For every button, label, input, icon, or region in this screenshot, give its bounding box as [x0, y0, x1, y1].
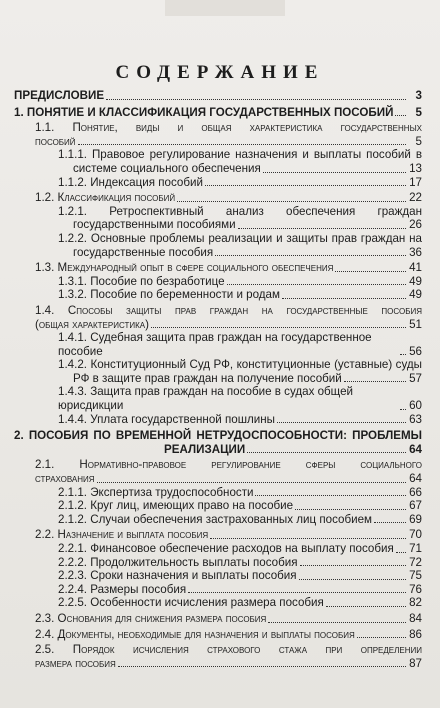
toc-entry-text: пособий [35, 134, 76, 148]
toc-entry [14, 261, 422, 275]
toc-leader-dots [78, 144, 406, 145]
toc-leader-dots [400, 354, 406, 355]
toc-entry [14, 232, 422, 259]
toc-page-number: 13 [409, 161, 422, 175]
toc-leader-dots [215, 255, 406, 256]
top-bleed-text [165, 0, 285, 16]
toc-entry [14, 191, 422, 205]
toc-leader-dots [396, 552, 406, 553]
toc-leader-dots [335, 271, 406, 272]
toc-entry [14, 89, 422, 103]
toc-leader-dots [255, 495, 406, 496]
toc-leader-dots [357, 637, 406, 638]
toc-page-number: 51 [409, 317, 422, 331]
toc-page-number: 17 [409, 175, 422, 189]
toc-entry-text: РФ в защите прав граждан на получение пособий [73, 371, 342, 385]
toc-leader-dots [188, 592, 406, 593]
toc-entry-text: 1.3.1. Пособие по безработице [58, 274, 225, 288]
toc-entry-text: 1.3.2. Пособие по беременности и родам [58, 288, 280, 302]
toc-leader-dots [299, 579, 406, 580]
toc-leader-dots [268, 622, 406, 623]
toc-entry-text: страхования [35, 472, 95, 486]
toc-page-number: 84 [409, 611, 422, 625]
toc-page-number: 66 [409, 485, 422, 499]
toc-page-number: 63 [409, 412, 422, 426]
toc-entry [14, 458, 422, 485]
toc-entry [14, 596, 422, 610]
toc-page-number: 64 [409, 472, 422, 486]
toc-entry-text: 1.1.2. Индексация пособий [58, 175, 203, 189]
toc-entry [14, 385, 422, 412]
toc-entry-text: 2.5. Порядок исчисления страхового стажа при определении [35, 643, 422, 657]
toc-entry [14, 528, 422, 542]
toc-entry [14, 275, 422, 289]
toc-entry-text: 2.1. Нормативно-правовое регулирование сферы социального [35, 458, 422, 472]
toc-entry [14, 499, 422, 513]
toc-entry [14, 513, 422, 527]
toc-entry [14, 148, 422, 175]
toc-entry-text: ПРЕДИСЛОВИЕ [14, 89, 105, 102]
toc-entry [14, 106, 422, 120]
toc-entry-text: 1.2. Классификация пособий [35, 191, 176, 205]
toc-entry-text: размера пособия [35, 656, 116, 670]
toc-leader-dots [177, 201, 406, 202]
toc-entry [14, 628, 422, 642]
toc-entry-text: 1.4.3. Защита прав граждан на пособие в судах общей юрисдикции [58, 385, 354, 413]
toc-page-number: 69 [409, 512, 422, 526]
toc-page-number: 49 [409, 274, 422, 288]
toc-entry [14, 429, 422, 456]
toc-entry-text: 1.1. Понятие, виды и общая характеристика государственных [35, 121, 422, 135]
toc-entry [14, 121, 422, 148]
toc-entry [14, 643, 422, 670]
toc-leader-dots [295, 509, 406, 510]
toc-page-number: 64 [409, 442, 422, 456]
toc-entry-text: государственными пособиями [73, 218, 236, 232]
toc-entry-text: 2.2.1. Финансовое обеспечение расходов на выплату пособия [58, 542, 394, 555]
toc-leader-dots [151, 327, 406, 328]
toc-leader-dots [263, 172, 406, 173]
toc-entry [14, 569, 422, 583]
toc-entry-text: 2.1.2. Круг лиц, имеющих право на пособие [58, 499, 294, 513]
toc-page-number: 72 [409, 555, 422, 569]
toc-page-number: 75 [409, 569, 422, 583]
toc-page-number: 67 [409, 499, 422, 513]
toc-page-number: 49 [409, 288, 422, 302]
toc-entry-text: 2.2.5. Особенности исчисления размера пособия [58, 596, 324, 610]
toc-entry-text: (общая характеристика) [35, 317, 149, 331]
toc-leader-dots [205, 185, 406, 186]
toc-entry-text: 2.1.1. Экспертиза трудоспособности [58, 485, 254, 499]
table-of-contents [14, 86, 422, 670]
toc-entry-text: 1.2.2. Основные проблемы реализации и защиты прав граждан на [58, 231, 422, 245]
toc-entry-text: 1.4.4. Уплата государственной пошлины [58, 412, 275, 426]
toc-page-number: 41 [409, 261, 422, 275]
toc-entry [14, 556, 422, 570]
toc-entry [14, 612, 422, 626]
toc-entry-text: 1.1.1. Правовое регулирование назначения и выплаты пособий в [58, 148, 422, 162]
toc-page-number: 60 [409, 399, 422, 413]
toc-leader-dots [300, 565, 406, 566]
toc-leader-dots [118, 666, 406, 667]
toc-entry-text: 2.2.4. Размеры пособия [58, 582, 187, 596]
toc-entry-text: 2.2. Назначение и выплата пособия [35, 528, 209, 542]
toc-leader-dots [238, 228, 406, 229]
toc-page-number: 87 [409, 656, 422, 670]
toc-leader-dots [277, 422, 406, 423]
toc-entry-text: 2.2.3. Сроки назначения и выплаты пособия [58, 569, 297, 583]
toc-leader-dots [106, 99, 406, 100]
toc-page-number: 22 [409, 191, 422, 205]
toc-page-number: 56 [409, 344, 422, 358]
toc-page-number: 26 [409, 218, 422, 232]
toc-entry-text: государственные пособия [73, 245, 214, 259]
toc-entry [14, 486, 422, 500]
toc-entry [14, 358, 422, 385]
toc-leader-dots [344, 381, 406, 382]
toc-page-number: 71 [409, 542, 422, 555]
toc-entry [14, 413, 422, 427]
toc-entry-text: 2.1.2. Случаи обеспечения застрахованных лиц пособием [58, 512, 373, 526]
toc-leader-dots [326, 606, 406, 607]
toc-page-number: 86 [409, 627, 422, 641]
toc-entry-text: РЕАЛИЗАЦИИ [164, 442, 246, 456]
toc-page-number: 5 [415, 105, 422, 119]
toc-leader-dots [400, 409, 406, 410]
toc-page-number: 82 [409, 596, 422, 610]
toc-page-number: 36 [409, 245, 422, 259]
toc-entry [14, 288, 422, 302]
toc-entry [14, 583, 422, 597]
toc-entry-text: 2.3. Основания для снижения размера пособия [35, 611, 267, 625]
toc-page-number: 5 [415, 134, 422, 148]
toc-leader-dots [210, 538, 406, 539]
toc-entry-text: 2. ПОСОБИЯ ПО ВРЕМЕННОЙ НЕТРУДОСПОСОБНОСТИ: ПРОБЛЕМЫ [14, 429, 422, 443]
toc-leader-dots [395, 115, 406, 116]
toc-entry-text: 1.4.2. Конституционный Суд РФ, конституционные (уставные) суды [58, 358, 422, 372]
toc-leader-dots [97, 482, 406, 483]
toc-entry [14, 542, 422, 556]
toc-entry-text: 1.2.1. Ретроспективный анализ обеспечения граждан [58, 204, 422, 218]
toc-entry-text: 1.3. Международный опыт в сфере социального обеспечения [35, 261, 334, 275]
toc-page-number: 3 [415, 89, 422, 102]
toc-leader-dots [227, 284, 406, 285]
toc-entry-text: 2.4. Документы, необходимые для назначения и выплаты пособия [35, 627, 355, 641]
page-title: СОДЕРЖАНИЕ [115, 62, 325, 83]
toc-entry-text: 2.2.2. Продолжительность выплаты пособия [58, 555, 298, 569]
toc-entry [14, 205, 422, 232]
toc-leader-dots [374, 522, 406, 523]
toc-leader-dots [247, 452, 406, 453]
toc-page-number: 70 [409, 528, 422, 542]
toc-entry [14, 331, 422, 358]
toc-entry [14, 304, 422, 331]
toc-leader-dots [282, 298, 406, 299]
toc-page-number: 57 [409, 371, 422, 385]
toc-page-number: 76 [409, 582, 422, 596]
toc-entry-text: 1.4. Способы защиты прав граждан на государственные пособия [35, 303, 422, 317]
toc-entry [14, 176, 422, 190]
toc-entry-text: 1. ПОНЯТИЕ И КЛАССИФИКАЦИЯ ГОСУДАРСТВЕННЫХ ПОСОБИЙ [14, 105, 394, 119]
toc-entry-text: системе социального обеспечения [73, 161, 261, 175]
toc-entry-text: 1.4.1. Судебная защита прав граждан на государственное пособие [58, 331, 372, 358]
